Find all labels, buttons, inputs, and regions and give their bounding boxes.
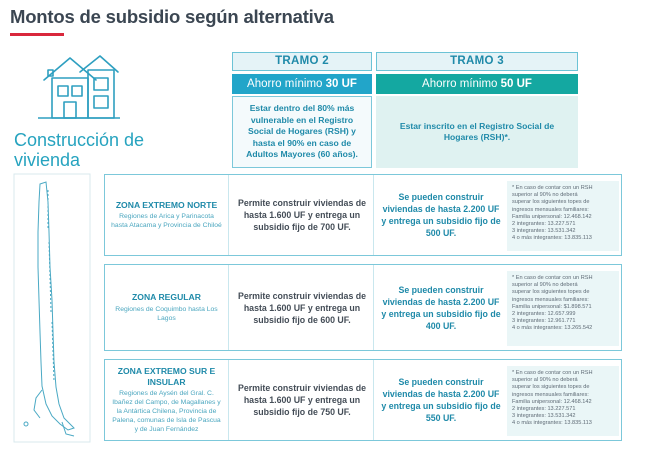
tramo3-ahorro-prefix: Ahorro mínimo — [422, 78, 501, 90]
zone-tramo2-text: Permite construir viviendas de hasta 1.600 UF y entrega un subsidio fijo de 750 UF. — [231, 360, 374, 440]
footnote-line: * En caso de contar con un RSH — [512, 185, 593, 191]
footnote-line: 3 integrantes: 12.961.771 — [512, 318, 576, 325]
footnote-line: superior al 90% no deberá — [512, 377, 578, 384]
zone-tramo3-text: Se pueden construir viviendas de hasta 2.200 UF y entrega un subsidio fijo de 500 UF. — [381, 192, 501, 238]
footnote-line: 2 integrantes: 13.227.571 — [512, 221, 576, 228]
zone-row — [104, 359, 622, 441]
chile-map-icon — [12, 172, 92, 444]
zone-footnote — [507, 181, 619, 251]
zone-footnote — [507, 366, 619, 436]
footnote-line: 3 integrantes: 13.531.342 — [512, 413, 576, 420]
zone-tramo3-text: Se pueden construir viviendas de hasta 2.200 UF y entrega un subsidio fijo de 400 UF. — [381, 284, 501, 331]
zone-label — [105, 175, 229, 255]
title-underline — [10, 33, 64, 36]
zone-footnote — [507, 271, 619, 346]
footnote-line: 2 integrantes: 12.657.999 — [512, 311, 576, 318]
tramo2-requirement-text: Estar dentro del 80% más vulnerable en el Registro Social de Hogares (RSH) y hasta el 90% en caso de Adultos Mayores (60 años). — [246, 103, 358, 160]
footnote-line: 4 o más integrantes: 13.835.113 — [512, 420, 592, 427]
zone-tramo3-text: Se pueden construir viviendas de hasta 2.200 UF y entrega un subsidio fijo de 550 UF. — [381, 377, 501, 423]
footnote-line: Familia unipersonal: 12.468.142 — [512, 398, 592, 405]
zone-name: ZONA EXTREMO NORTE — [115, 199, 218, 210]
zone-description: Regiones de Coquimbo hasta Los Lagos — [115, 305, 218, 322]
footnote-line: 3 integrantes: 13.531.342 — [512, 228, 576, 235]
footnote-line: 4 o más integrantes: 13.835.113 — [512, 235, 592, 242]
zone-label — [105, 265, 229, 350]
footnote-line: superar los siguientes topes de — [512, 384, 590, 391]
construccion-label: Construcción de vivienda — [14, 130, 145, 170]
tramo2-ahorro-prefix: Ahorro mínimo — [247, 78, 326, 90]
footnote-line: Familia unipersonal: 12.468.142 — [512, 213, 592, 220]
zone-label — [105, 360, 229, 440]
zone-description: Regiones de Aysén del Gral. C. Ibañez del Campo, de Magallanes y la Antártica Chilena, Provincia de Palena, comunas de Isla de Pascua y de Juan Fernández — [112, 390, 221, 433]
house-icon — [38, 50, 120, 120]
footnote-line: ingresos mensuales familiares: — [512, 206, 589, 213]
tramo3-requirement-text: Estar inscrito en el Registro Social de Hogares (RSH)*. — [399, 120, 555, 142]
tramo3-requirement — [376, 96, 578, 168]
footnote-line: 2 integrantes: 13.227.571 — [512, 406, 576, 413]
zone-description: Regiones de Arica y Parinacota hasta Atacama y Provincia de Chiloé — [111, 213, 222, 230]
footnote-line: Familia unipersonal: $1.898.571 — [512, 303, 592, 310]
tramo2-ahorro-value: 30 UF — [325, 78, 357, 90]
zone-tramo2-text: Permite construir viviendas de hasta 1.600 UF y entrega un subsidio fijo de 700 UF. — [231, 175, 374, 255]
tramo3-header: TRAMO 3 — [376, 52, 578, 71]
footnote-line: * En caso de contar con un RSH — [512, 275, 593, 281]
page-title: Montos de subsidio según alternativa — [10, 6, 334, 27]
footnote-line: superior al 90% no deberá — [512, 282, 578, 289]
footnote-line: superior al 90% no deberá — [512, 192, 578, 199]
zone-name: ZONA EXTREMO SUR E INSULAR — [117, 366, 216, 387]
footnote-line: ingresos mensuales familiares: — [512, 391, 589, 398]
tramo2-requirement — [232, 96, 372, 168]
tramo3-ahorro — [376, 74, 578, 94]
zone-row — [104, 264, 622, 351]
footnote-line: 4 o más integrantes: 13.265.542 — [512, 325, 593, 332]
footnote-line: superar los siguientes topes de — [512, 199, 590, 206]
tramo3-ahorro-value: 50 UF — [500, 78, 532, 90]
zone-name: ZONA REGULAR — [132, 292, 201, 303]
footnote-line: ingresos mensuales familiares: — [512, 296, 589, 303]
zone-tramo2-text: Permite construir viviendas de hasta 1.600 UF y entrega un subsidio fijo de 600 UF. — [231, 265, 374, 350]
tramo2-header: TRAMO 2 — [232, 52, 372, 71]
tramo2-ahorro — [232, 74, 372, 94]
footnote-line: * En caso de contar con un RSH — [512, 370, 593, 376]
footnote-line: superar los siguientes topes de — [512, 289, 590, 296]
zone-row — [104, 174, 622, 256]
